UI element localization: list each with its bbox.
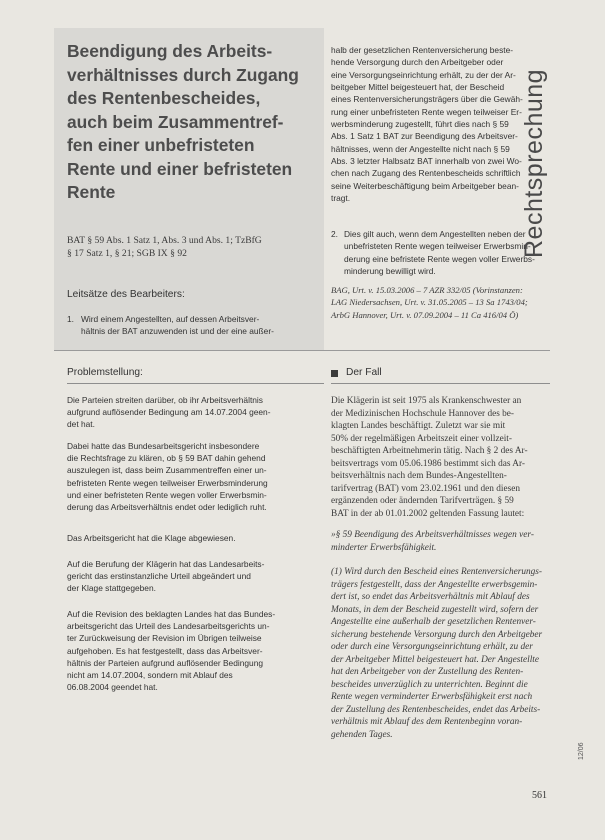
title-line: des Rentenbescheides, xyxy=(67,88,261,108)
der-fall-heading: Der Fall xyxy=(346,367,382,378)
quote-line: bescheides unverzüglich zu unterrichten. Beginnt die xyxy=(331,679,528,690)
quote-line: der Zustellung des Rentenbescheides, endet das Arbeits- xyxy=(331,704,541,715)
quote-line: oder durch eine Versorgungseinrichtung erhält, zu der xyxy=(331,642,533,652)
quote-line: dert ist, so endet das Arbeitsverhältnis mit Ablauf des xyxy=(331,592,530,602)
quote-line: verhältnis mit Ablauf des dem Rentenbeginn voran- xyxy=(331,717,523,727)
leitsatz-number: 2. xyxy=(331,229,338,239)
paragraph-line: tarifvertrag (BAT) vom 23.02.1961 und den diesen xyxy=(331,483,520,494)
paragraph-line: Die Parteien streiten darüber, ob ihr Arbeitsverhältnis xyxy=(67,395,263,405)
paragraph-line: klagten Landes beschäftigt. Zuletzt war sie mit xyxy=(331,421,506,431)
court-citation xyxy=(331,284,553,321)
quote-line: minderter Erwerbsfähigkeit. xyxy=(331,542,437,553)
leitsatz-item-1-continuation xyxy=(331,44,551,204)
leitsatz-line: unbefristeten Rente wegen teilweiser Erwerbsmin- xyxy=(344,241,531,252)
paragraph-line: Das Arbeitsgericht hat die Klage abgewiesen. xyxy=(67,533,236,543)
paragraph-line: arbeitsgericht das Urteil des Landesarbeitsgerichts un- xyxy=(67,621,270,632)
title-line: Beendigung des Arbeits- xyxy=(67,41,273,61)
quote-heading xyxy=(331,529,553,554)
legal-reference-line: BAT § 59 Abs. 1 Satz 1, Abs. 3 und Abs. 1; TzBfG xyxy=(67,235,262,246)
leitsatz-line: tragt. xyxy=(331,193,351,204)
problemstellung-paragraph xyxy=(67,440,324,513)
leitsatz-line: hältnis der BAT anzuwenden ist und der eine außer- xyxy=(81,326,274,337)
leitsatz-number: 1. xyxy=(67,314,74,324)
page-number: 561 xyxy=(532,790,547,801)
paragraph-line: Die Klägerin ist seit 1975 als Krankenschwester an xyxy=(331,396,522,406)
section-divider xyxy=(54,350,550,351)
problemstellung-paragraph xyxy=(67,532,324,544)
leitsatz-line: minderung bewilligt wird. xyxy=(344,265,436,276)
quote-line: gehenden Tages. xyxy=(331,729,393,740)
title-line: Rente und einer befristeten xyxy=(67,158,293,179)
title-line: verhältnisses durch Zugang xyxy=(67,64,299,85)
title-line: auch beim Zusammentref- xyxy=(67,111,284,132)
paragraph-line: 50% der regelmäßigen Arbeitszeit einer vollzeit- xyxy=(331,433,512,444)
leitsatz-line: derung eine befristete Rente wegen voller Erwerbs- xyxy=(344,253,535,264)
paragraph-line: det hat. xyxy=(67,419,95,430)
leitsatz-line: beitgeber Mittel beigesteuert hat, der Bescheid xyxy=(331,82,505,93)
quote-line: Rente wegen verminderter Erwerbsfähigkeit erst nach xyxy=(331,692,533,702)
title-line: Rente xyxy=(67,182,116,202)
paragraph-line: die Rechtsfrage zu klären, ob § 59 BAT dahin gehend xyxy=(67,453,266,464)
problemstellung-heading: Problemstellung: xyxy=(67,367,143,378)
leitsaetze-heading: Leitsätze des Bearbeiters: xyxy=(67,289,185,300)
leitsatz-line: eine Versorgungseinrichtung erhält, zu der der Ar- xyxy=(331,69,516,80)
problemstellung-paragraph xyxy=(67,608,324,693)
section-vertical-label: Rechtsprechung xyxy=(520,68,548,258)
paragraph-line: der Klage stattgegeben. xyxy=(67,583,156,594)
paragraph-line: Dabei hatte das Bundesarbeitsgericht insbesondere xyxy=(67,441,260,451)
paragraph-line: derung das Arbeitsverhältnis endet oder lediglich ruht. xyxy=(67,502,267,513)
der-fall-paragraph xyxy=(331,395,553,520)
quote-line: »§ 59 Beendigung des Arbeitsverhältnisses wegen ver- xyxy=(331,530,534,540)
paragraph-line: hältnis der Parteien aufgrund auflösender Bedingung xyxy=(67,657,264,668)
leitsatz-line: chen nach Zugang des Rentenbescheids schriftlich xyxy=(331,168,521,179)
paragraph-line: beitsvertrags vom 05.06.1986 bestimmt sich das Ar- xyxy=(331,458,525,469)
heading-underline xyxy=(331,383,550,384)
quote-line: Monats, in dem der Bescheid zugestellt wird, sofern der xyxy=(331,604,539,615)
paragraph-line: und einer befristeten Rente wegen voller Erwerbsmin- xyxy=(67,489,267,500)
leitsatz-line: Abs. 1 Satz 1 BAT zur Beendigung des Arbeitsver- xyxy=(331,131,518,142)
problemstellung-paragraph xyxy=(67,394,324,431)
paragraph-line: Auf die Berufung der Klägerin hat das Landesarbeits- xyxy=(67,559,265,569)
issue-code: 12/06 xyxy=(578,742,585,760)
quote-line: sicherung bestehende Versorgung durch den Arbeitgeber xyxy=(331,629,543,640)
paragraph-line: ter Zurückweisung der Revision im Übrigen teilweise xyxy=(67,633,262,644)
paragraph-line: beitsverhältnis nach dem Bundes-Angestellten- xyxy=(331,471,507,481)
leitsatz-line: werbsminderung zugestellt, führt dies nach § 59 xyxy=(331,119,509,130)
legal-reference-line: § 17 Satz 1, § 21; SGB IX § 92 xyxy=(67,248,187,259)
paragraph-line: aufgehoben. Es hat festgestellt, dass das Arbeitsver- xyxy=(67,645,263,656)
paragraph-line: 06.08.2004 geendet hat. xyxy=(67,682,158,693)
quote-body xyxy=(331,566,553,741)
citation-line: BAG, Urt. v. 15.03.2006 – 7 AZR 332/05 (Vorinstanzen: xyxy=(331,285,523,295)
leitsatz-line: Dies gilt auch, wenn dem Angestellten neben der xyxy=(344,229,526,239)
leitsatz-line: halb der gesetzlichen Rentenversicherung beste- xyxy=(331,45,514,55)
leitsatz-line: eines Rentenversicherungsträgers über die Gewäh- xyxy=(331,94,523,105)
quote-line: trägers festgestellt, dass der Angestellte erwerbsgemin- xyxy=(331,579,538,590)
leitsatz-line: seine Weiterbeschäftigung beim Arbeitgeber bean- xyxy=(331,180,519,191)
leitsatz-line: hältnisses, wenn der Angestellte nicht nach § 59 xyxy=(331,143,510,154)
paragraph-line: ergänzenden oder ändernden Tarifverträgen. § 59 xyxy=(331,496,514,506)
paragraph-line: gericht das erstinstanzliche Urteil abgeändert und xyxy=(67,571,251,582)
paragraph-line: der Medizinischen Hochschule Hannover des be- xyxy=(331,408,515,419)
paragraph-line: befristeten Rente wegen teilweiser Erwerbsminderung xyxy=(67,477,268,488)
title-line: fen einer unbefristeten xyxy=(67,135,255,155)
paragraph-line: aufgrund auflösender Bedingung am 14.07.2004 geen- xyxy=(67,407,271,418)
paragraph-line: Auf die Revision des beklagten Landes hat das Bundes- xyxy=(67,609,276,619)
paragraph-line: BAT in der ab 01.01.2002 geltenden Fassung lautet: xyxy=(331,508,525,519)
paragraph-line: nicht am 14.07.2004, sondern mit Ablauf des xyxy=(67,670,233,681)
paragraph-line: beschäftigten Arbeitnehmerin tätig. Nach § 2 des Ar- xyxy=(331,446,528,456)
heading-underline xyxy=(67,383,324,384)
problemstellung-paragraph xyxy=(67,558,324,595)
citation-line: ArbG Hannover, Urt. v. 07.09.2004 – 11 Ca 416/04 Ö) xyxy=(331,309,519,320)
leitsatz-text xyxy=(81,313,327,337)
leitsatz-line: Wird einem Angestellten, auf dessen Arbeitsver- xyxy=(81,314,260,324)
leitsatz-line: rung einer unbefristeten Rente wegen teilweiser Er- xyxy=(331,106,522,117)
square-bullet-icon xyxy=(331,370,338,377)
legal-reference xyxy=(67,234,317,260)
quote-line: Angestellte eine außerhalb der gesetzlichen Rentenver- xyxy=(331,617,536,627)
article-title xyxy=(67,40,317,205)
paragraph-line: auszulegen ist, dass beim Zusammentreffen einer un- xyxy=(67,465,267,476)
quote-line: hat den Arbeitgeber von der Zustellung des Renten- xyxy=(331,667,524,677)
leitsatz-line: Abs. 3 letzter Halbsatz BAT innerhalb von zwei Wo- xyxy=(331,156,522,167)
leitsatz-line: hende Versorgung durch den Arbeitgeber oder xyxy=(331,57,504,68)
quote-line: der Arbeitgeber Mittel beigesteuert hat. Der Angestellte xyxy=(331,654,540,665)
citation-line: LAG Niedersachsen, Urt. v. 31.05.2005 – 13 Sa 1743/04; xyxy=(331,297,528,308)
quote-line: (1) Wird durch den Bescheid eines Rentenversicherungs- xyxy=(331,567,543,577)
